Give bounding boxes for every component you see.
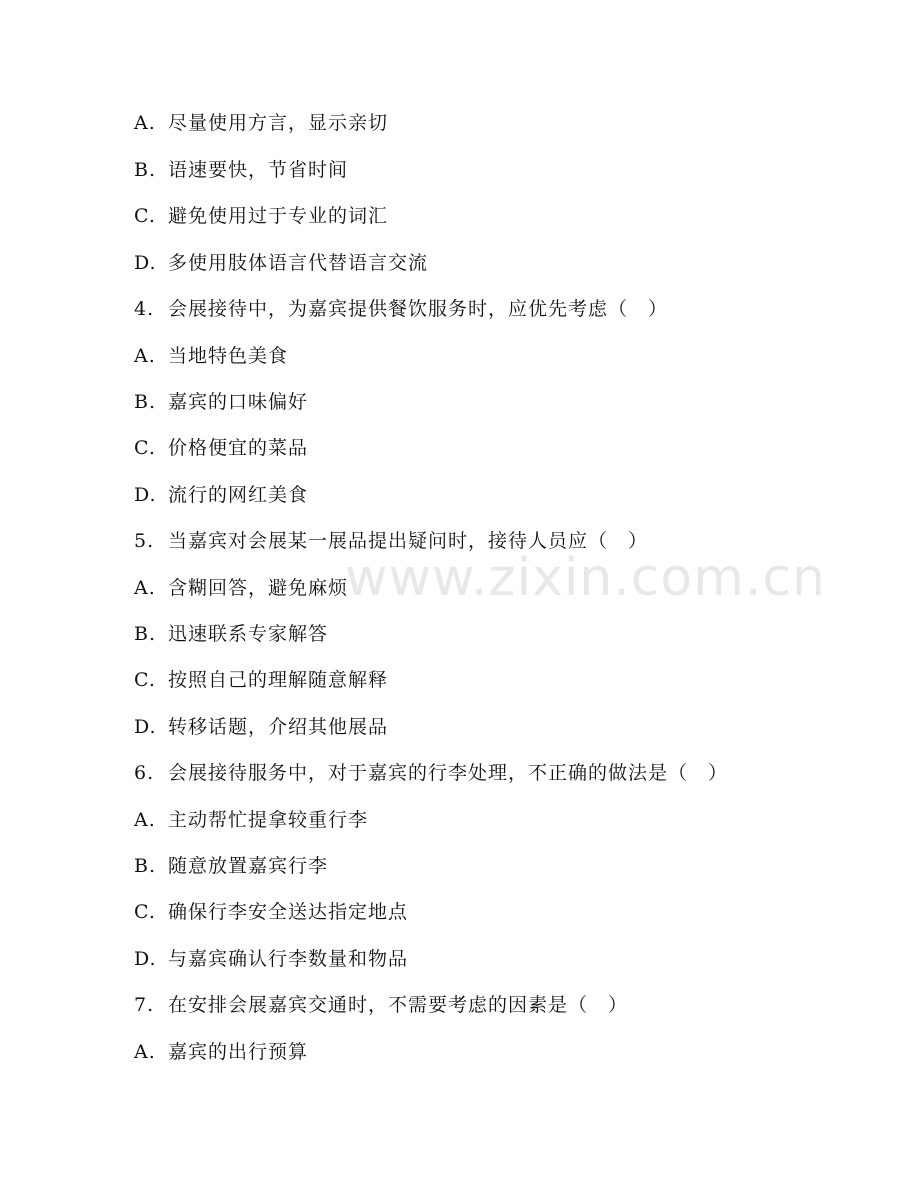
option-text: 转移话题，介绍其他展品 [168,716,389,738]
option-marker: D. [134,948,157,970]
option-text: 嘉宾的出行预算 [168,1041,309,1063]
option-text: 避免使用过于专业的词汇 [168,205,389,227]
question-number: 6. [134,762,155,784]
question-number: 5. [134,530,155,552]
option-marker: B. [134,159,157,181]
question-line [134,989,628,1021]
option-line [134,664,388,696]
option-line [134,850,328,882]
option-marker: A. [134,112,156,134]
option-line [134,340,288,372]
option-text: 流行的网红美食 [168,484,309,506]
option-text: 随意放置嘉宾行李 [168,855,329,877]
option-line [134,200,388,232]
option-text: 多使用肢体语言代替语言交流 [168,252,429,274]
question-line [134,525,648,557]
option-text: 价格便宜的菜品 [168,437,309,459]
option-text: 嘉宾的口味偏好 [168,391,309,413]
option-line [134,618,328,650]
option-marker: A. [134,345,156,367]
option-line [134,896,408,928]
option-marker: D. [134,252,157,274]
option-marker: A. [134,1041,156,1063]
watermark: www.zixin.com.cn [345,548,826,608]
option-line [134,804,368,836]
option-line [134,432,308,464]
option-text: 与嘉宾确认行李数量和物品 [168,948,409,970]
option-text: 按照自己的理解随意解释 [168,669,389,691]
option-text: 迅速联系专家解答 [168,623,329,645]
question-text: 当嘉宾对会展某一展品提出疑问时，接待人员应（ ） [168,530,649,552]
option-line [134,107,388,139]
question-text: 会展接待服务中，对于嘉宾的行李处理，不正确的做法是（ ） [168,762,729,784]
option-marker: A. [134,577,156,599]
option-marker: B. [134,855,157,877]
question-text: 会展接待中，为嘉宾提供餐饮服务时，应优先考虑（ ） [168,298,669,320]
option-marker: D. [134,484,157,506]
option-text: 语速要快，节省时间 [168,159,349,181]
option-line [134,386,308,418]
option-marker: B. [134,623,157,645]
question-text: 在安排会展嘉宾交通时，不需要考虑的因素是（ ） [168,994,629,1016]
option-text: 确保行李安全送达指定地点 [168,901,409,923]
option-text: 主动帮忙提拿较重行李 [168,809,369,831]
question-number: 7. [134,994,155,1016]
option-marker: C. [134,437,156,459]
option-marker: C. [134,669,156,691]
option-marker: B. [134,391,157,413]
option-marker: A. [134,809,156,831]
option-text: 含糊回答，避免麻烦 [168,577,349,599]
question-line [134,293,668,325]
option-line [134,711,388,743]
option-line [134,247,428,279]
option-marker: C. [134,901,156,923]
option-marker: C. [134,205,156,227]
option-line [134,943,408,975]
option-line [134,572,348,604]
option-line [134,1036,308,1068]
option-line [134,479,308,511]
option-line [134,154,348,186]
question-line [134,757,728,789]
question-number: 4. [134,298,155,320]
option-text: 当地特色美食 [168,345,289,367]
option-text: 尽量使用方言，显示亲切 [168,112,389,134]
option-marker: D. [134,716,157,738]
